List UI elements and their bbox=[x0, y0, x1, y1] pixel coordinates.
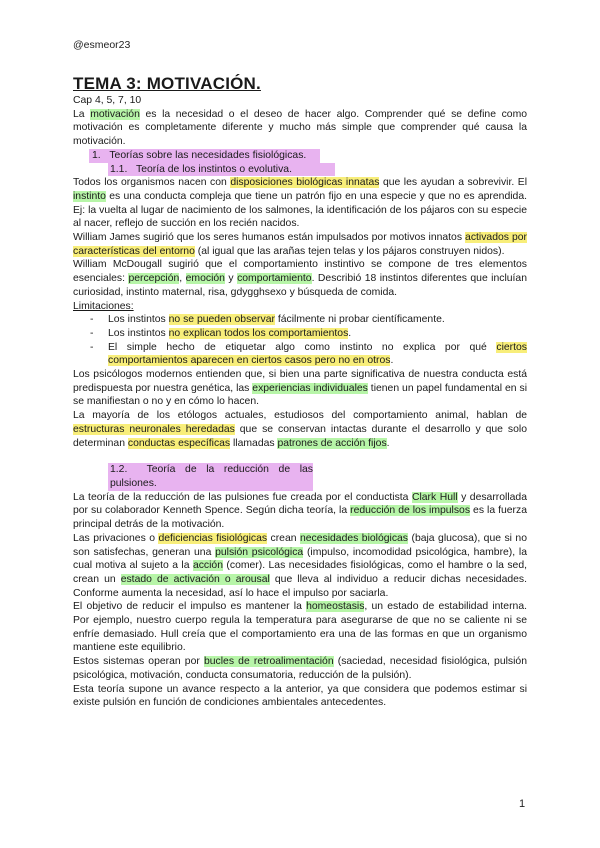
list-item: - Los instintos no explican todos los comportamientos. bbox=[90, 327, 352, 339]
page-number: 1 bbox=[519, 798, 526, 810]
highlight: ciertos comportamientos aparecen en ciertos casos pero no en otros bbox=[108, 341, 527, 367]
highlight: no se pueden observar bbox=[168, 314, 275, 326]
highlight: Clark Hull bbox=[411, 491, 458, 503]
highlight: comportamiento bbox=[237, 273, 312, 285]
highlight: disposiciones biológicas innatas bbox=[230, 177, 380, 189]
chapters-line: Cap 4, 5, 7, 10 bbox=[73, 95, 142, 106]
subsection-heading-1-1: 1.1. Teoría de los instintos o evolutiva. bbox=[73, 163, 527, 177]
paragraph-mcdougall: William McDougall sugirió que el comportamiento instintivo se compone de tres elementos esenciales: percepción, emoción y comportamiento. Describió 18 instintos diferentes que incluían curiosidad, instinto maternal, risa, gdygghsexo y búsqueda de comida. bbox=[73, 259, 527, 298]
paragraph-deprivations: Las privaciones o deficiencias fisiológicas crean necesidades biológicas (baja glucosa), que si no son satisfechas, generan una pulsión psicológica (impulso, incomodidad psicológica, hambre), la cual motiva al sujeto a la acción (comer). Las necesidades fisiológicas, como el hambre o la sed, crean un estado de activación o arousal que lleva al individuo a reducir dichas necesidades. Conforme aumenta la necesidad, así lo hace el impulso por saciarla. bbox=[73, 532, 527, 599]
subsection-heading-1-2: 1.2. Teoría de la reducción de las pulsiones. bbox=[110, 464, 313, 489]
highlight: bucles de retroalimentación bbox=[203, 656, 334, 668]
highlight: reducción de los impulsos bbox=[350, 505, 471, 517]
document-body bbox=[73, 74, 527, 710]
list-item: - El simple hecho de etiquetar algo como instinto no explica por qué ciertos comportamientos aparecen en ciertos casos pero no en otros. bbox=[90, 341, 527, 367]
highlight: motivación bbox=[90, 108, 140, 120]
highlight: percepción bbox=[128, 273, 180, 285]
highlight: deficiencias fisiológicas bbox=[158, 532, 268, 544]
highlight: emoción bbox=[185, 273, 225, 285]
highlight: homeostasis bbox=[306, 601, 365, 613]
highlight: no explican todos los comportamientos bbox=[168, 327, 349, 339]
highlight: pulsión psicológica bbox=[215, 546, 304, 558]
paragraph-ethologists: La mayoría de los etólogos actuales, estudiosos del comportamiento animal, hablan de estructuras neuronales heredadas que se conservan intactas durante el desarrollo y que solo determinan conductas específicas llamadas patrones de acción fijos. bbox=[73, 410, 527, 449]
highlight: acción bbox=[192, 560, 223, 572]
intro-paragraph: La motivación es la necesidad o el deseo de hacer algo. Comprender qué se define como motivación es completamente diferente y mucho más simple que comprender qué causa la motivación. bbox=[73, 108, 527, 148]
highlight: estructuras neuronales heredadas bbox=[73, 423, 235, 435]
highlight: conductas específicas bbox=[127, 437, 231, 449]
limitations-list bbox=[73, 313, 527, 368]
paragraph-instincts: Todos los organismos nacen con disposiciones biológicas innatas que les ayudan a sobrevivir. El instinto es una conducta compleja que tiene un patrón fijo en una especie y que no es aprendida. Ej: la vuelta al lugar de nacimiento de los salmones, la identificación de los pájaros con su especie al nacer, reflejo de succión en los recién nacidos. bbox=[73, 177, 528, 230]
highlight: instinto bbox=[73, 190, 106, 202]
paragraph-conclusion: Esta teoría supone un avance respecto a la anterior, ya que considera que podemos estimar si existe pulsión en función de condiciones ambientales antecedentes. bbox=[73, 683, 527, 709]
page-title: TEMA 3: MOTIVACIÓN. bbox=[73, 74, 261, 93]
highlight: necesidades biológicas bbox=[299, 532, 409, 544]
highlight: activados por características del entorno bbox=[73, 232, 527, 257]
section-heading-1: 1. Teorías sobre las necesidades fisiológicas. bbox=[73, 149, 527, 163]
paragraph-modern-psychologists: Los psicólogos modernos entienden que, si bien una parte significativa de nuestra conducta está predispuesta por nuestra genética, las experiencias individuales tienen un papel fundamental en si se manifiestan o no y en cómo lo hacen. bbox=[73, 369, 528, 408]
paragraph-hull: La teoría de la reducción de las pulsiones fue creada por el conductista Clark Hull y desarrollada por su colaborador Kenneth Spence. Según dicha teoría, la reducción de los impulsos es la fuerza principal detrás de la motivación. bbox=[73, 491, 527, 531]
paragraph-feedback-loops: Estos sistemas operan por bucles de retroalimentación (saciedad, necesidad fisiológica, pulsión psicológica, motivación, conducta consumatoria, reducción de la pulsión). bbox=[73, 656, 527, 681]
limitations-label: Limitaciones: bbox=[73, 300, 134, 312]
paragraph-james: William James sugirió que los seres humanos están impulsados por motivos innatos activados por características del entorno (al igual que las arañas tejen telas y los pájaros construyen nidos). bbox=[73, 232, 527, 257]
list-item: - Los instintos no se pueden observar fácilmente ni probar científicamente. bbox=[90, 314, 445, 326]
highlight: experiencias individuales bbox=[252, 382, 368, 394]
paragraph-homeostasis: El objetivo de reducir el impulso es mantener la homeostasis, un estado de estabilidad interna. Por ejemplo, nuestro cuerpo regula la temperatura para asegurarse de que no se caliente ni se enfríe demasiado. Hull creía que el comportamiento era una de las formas en que un organismo mantiene este equilibrio. bbox=[73, 601, 527, 654]
author-header: @esmeor23 bbox=[73, 39, 131, 51]
highlight: patrones de acción fijos bbox=[277, 437, 387, 449]
highlight: estado de activación o arousal bbox=[120, 573, 270, 585]
